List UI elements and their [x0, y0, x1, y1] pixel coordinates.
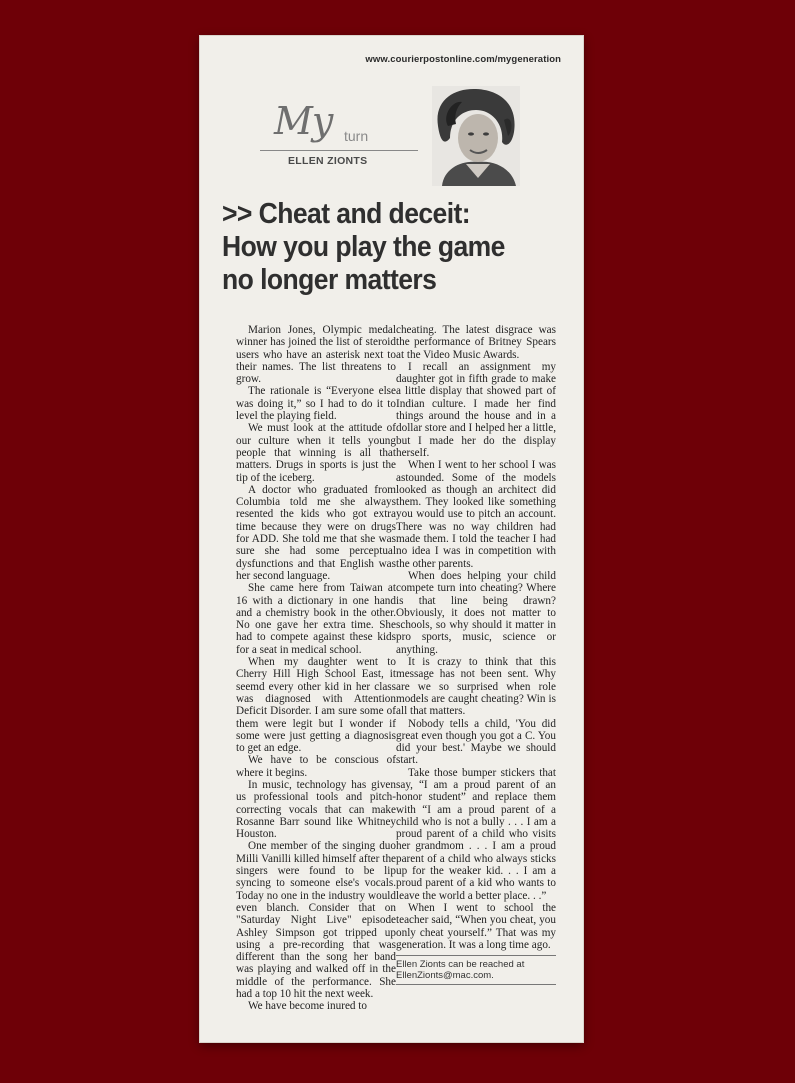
paragraph: The rationale is “Everyone else was doing it,” so I had to do it to level the playing field. [236, 385, 396, 423]
paragraph: When my daughter went to Cherry Hill High School East, it seemd every other kid in her class was diagnosed with Attention Deficit Disorder. I am sure some of them were legit but I wonder if some were just getting a diagnosis to get an edge. [236, 656, 396, 755]
newspaper-clipping [200, 36, 583, 1042]
paragraph: When does helping your child compete turn into cheating? Where is that line being drawn? Obviously, it does not matter to schools, so why should it matter in pro sports, music, science or anything. [396, 569, 556, 656]
article-column-left [236, 324, 396, 1013]
paragraph: Take those bumper stickers that say, “I am a proud parent of an honor student” and replace them with “I am a proud parent of a child who is not a bully . . . I am a proud parent of a child who visits her grandmom . . . I am a proud parent of a child who always sticks up for the weaker kid. . . I am a proud parent of a kid who wants to leave the world a better place. . .” [396, 766, 556, 902]
paragraph: A doctor who graduated from Columbia told me she always resented the kids who got extra time because they were on drugs for ADD. She told me that she was sure she had some perceptual dysfunctions and that English was her second language. [236, 483, 396, 582]
paragraph: When I went to her school I was astounded. Some of the models looked as though an architect did them. They looked like something you would use to pitch an account. There was no way children had made them. I told the teacher I had no idea I was in competition with the other parents. [396, 459, 556, 570]
paragraph: One member of the singing duo Milli Vanilli killed himself after the singers were found to be lip syncing to someone else's vocals. Today no one in the industry would even blanch. Consider that on "Saturday Night Live" episode Ashley Simpson got tripped up using a pre-recording that was different than the song her band was playing and walked off in the middle of the performance. She had a top 10 hit the next week. [236, 840, 396, 1001]
paragraph: Nobody tells a child, 'You did great even though you got a C. You did your best.' Maybe we should start. [396, 717, 556, 767]
author-contact: Ellen Zionts can be reached at EllenZionts@mac.com. [396, 959, 525, 982]
author-photo [432, 86, 520, 186]
column-author-name: ELLEN ZIONTS [288, 155, 368, 167]
logo-turn-text: turn [344, 128, 369, 144]
paragraph: We have to be conscious of where it begins. [236, 754, 396, 779]
paragraph: I recall an assignment my daughter got in fifth grade to make a little display that showed part of Indian culture. I made her find things around the house and in a dollar store and I helped her a little, but I made her do the display herself. [396, 360, 556, 459]
headline-line-3: no longer matters [222, 264, 437, 296]
website-url: www.courierpostonline.com/mygeneration [365, 54, 561, 65]
logo-divider [260, 150, 418, 151]
paragraph: Marion Jones, Olympic medal winner has joined the list of steroid users who have an asterisk next to their names. The list threatens to grow. [236, 324, 396, 386]
headline [222, 198, 543, 297]
logo-my-text: My [274, 99, 333, 143]
paragraph: It is crazy to think that this message has not been sent. Why are we so surprised when role models are caught cheating? Win is all that matters. [396, 656, 556, 718]
paragraph: We must look at the attitude of our culture when it tells young people that winning is all that matters. Drugs in sports is just the tip of the iceberg. [236, 422, 396, 484]
signoff-rule-top [396, 955, 556, 956]
paragraph: In music, technology has given us professional tools and pitch-correcting vocals that can make Rosanne Barr sound like Whitney Houston. [236, 778, 396, 841]
paragraph: She came here from Taiwan at 16 with a dictionary in one hand and a chemistry book in the other. No one gave her extra time. She had to compete against these kids for a seat in medical school. [236, 582, 396, 656]
signoff-rule-bottom [396, 984, 556, 985]
my-turn-column-logo [260, 98, 420, 173]
paragraph: We have become inured to [248, 1000, 368, 1013]
headline-line-2: How you play the game [222, 231, 505, 263]
paragraph: cheating. The latest disgrace was the performance of Britney Spears at the Video Music Awards. [396, 324, 556, 361]
paragraph: When I went to school the teacher said, “When you cheat, you only cheat yourself.” That was my generation. It was a long time ago. [396, 901, 556, 951]
headline-line-1: >> Cheat and deceit: [222, 198, 471, 230]
article-column-right [396, 324, 556, 985]
